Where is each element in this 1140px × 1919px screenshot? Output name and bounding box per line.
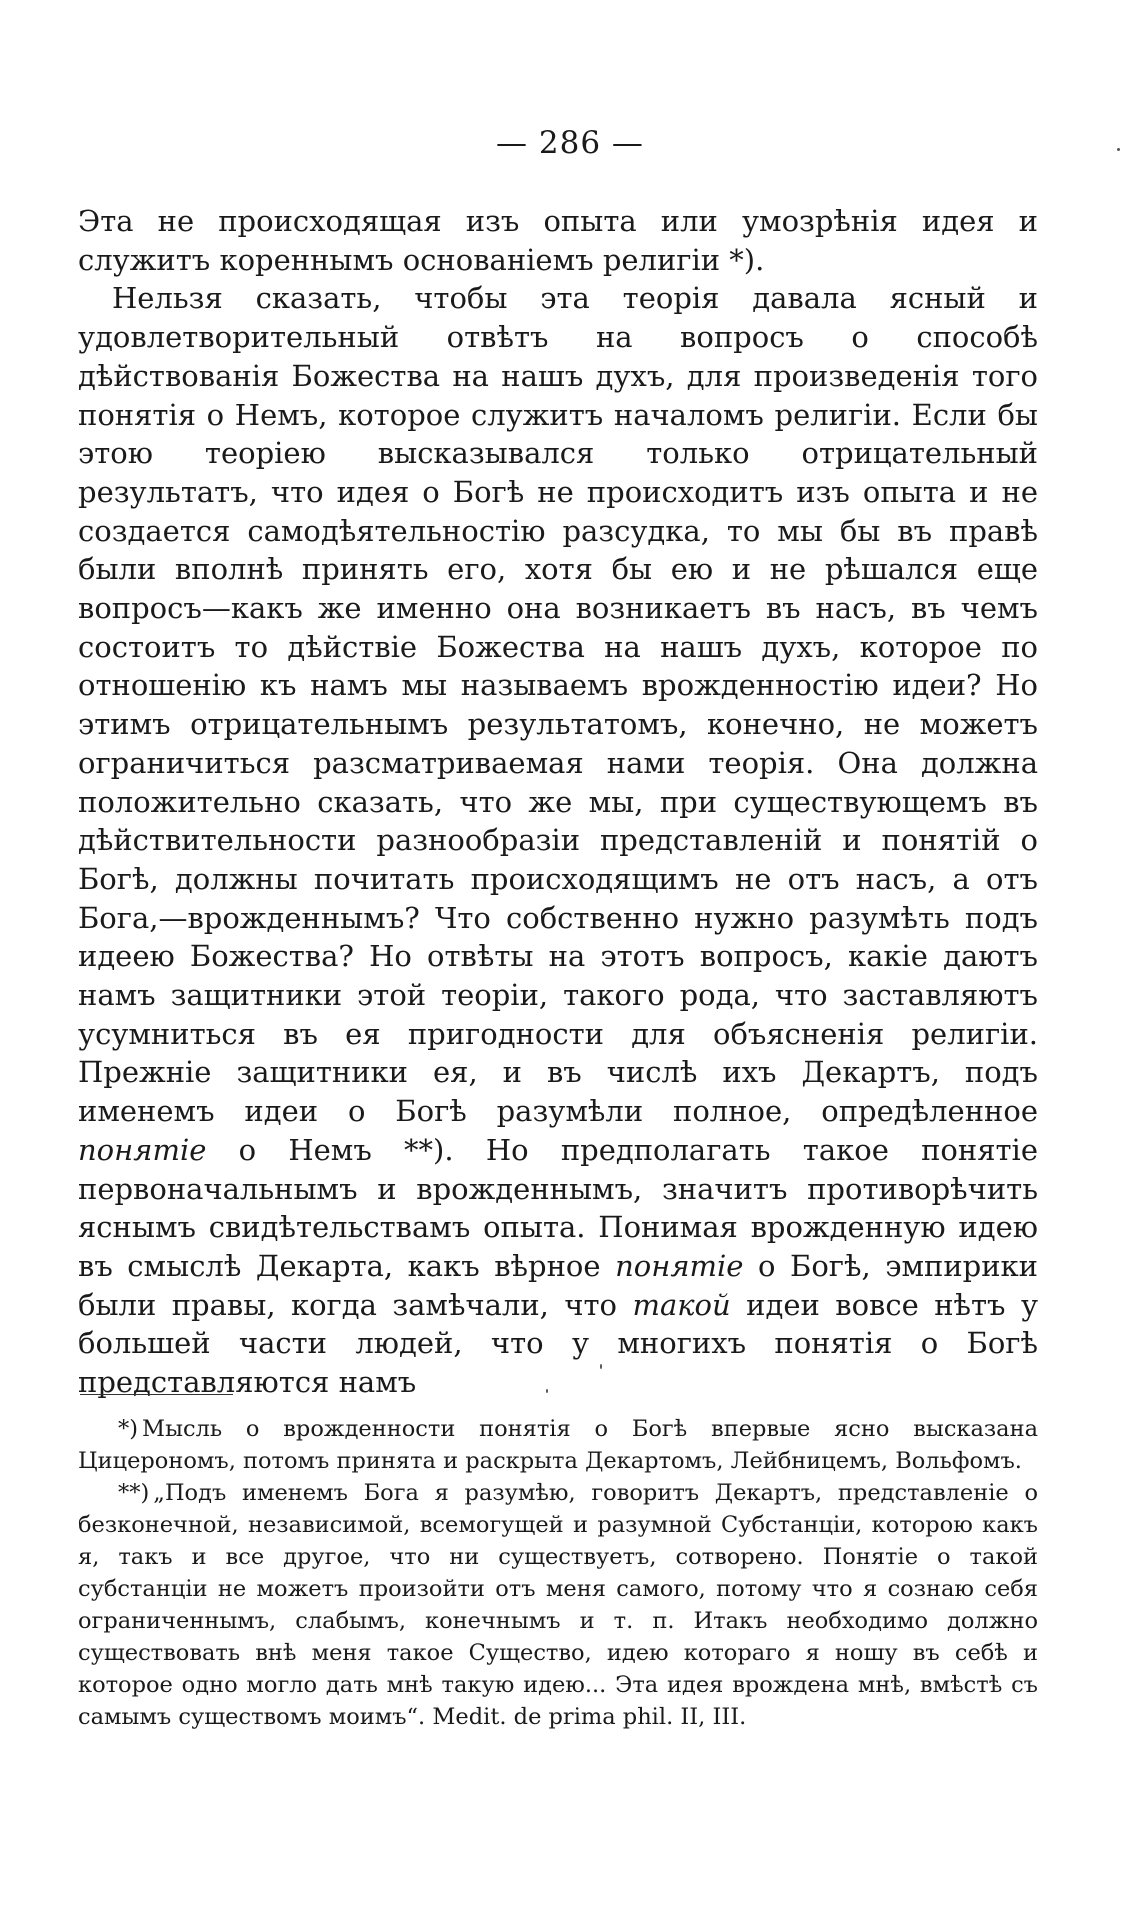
italic-term-1: понятіе xyxy=(78,1132,207,1167)
footnote-2-mark: **) xyxy=(118,1480,150,1506)
footnotes xyxy=(78,1413,1038,1733)
footnote-1-text: Мысль о врожденности понятія о Богѣ впервые ясно высказана Цицерономъ, потомъ принята и раскрыта Декартомъ, Лейбницемъ, Вольфомъ. xyxy=(78,1416,1038,1474)
print-speck xyxy=(1117,148,1120,151)
print-speck xyxy=(546,1389,548,1393)
footnote-separator xyxy=(80,1394,233,1395)
paragraph-2 xyxy=(78,279,1038,1401)
paragraph-1: Эта не происходящая изъ опыта или умозрѣнія идея и служитъ кореннымъ основаніемъ религіи *). xyxy=(78,204,1038,277)
paragraph-2-part-b: о Немъ **). Но предполагать такое понятіе первоначальнымъ и врожденнымъ, значитъ противорѣчить яснымъ свидѣтельствамъ опыта. Понимая врожденную идею въ смыслѣ Декарта, какъ вѣрное xyxy=(78,1132,1038,1283)
footnote-2-text: „Подъ именемъ Бога я разумѣю, говоритъ Декартъ, представленіе о безконечной, независимой, всемогущей и разумной Субстанціи, которою какъ я, такъ и все другое, что ни существуетъ, сотворено. Понятіе о такой субстанціи не можетъ произойти отъ меня самого, потому что я сознаю себя ограниченнымъ, слабымъ, конечнымъ и т. п. Итакъ необходимо должно существовать внѣ меня такое Существо, идею котораго я ношу въ себѣ и которое одно могло дать мнѣ такую идею... Эта идея врождена мнѣ, вмѣстѣ съ самымъ существомъ моимъ“. Medit. de prima phil. II, III. xyxy=(78,1480,1038,1730)
footnote-2 xyxy=(78,1477,1038,1733)
paragraph-2-part-a: Нельзя сказать, чтобы эта теорія давала ясный и удовлетворительный отвѣтъ на вопросъ о способѣ дѣйствованія Божества на нашъ духъ, для произведенія того понятія о Немъ, которое служитъ началомъ религіи. Если бы этою теоріею высказывался только отрицательный результатъ, что идея о Богѣ не происходитъ изъ опыта и не создается самодѣятельностію разсудка, то мы бы въ правѣ были вполнѣ принять его, хотя бы ею и не рѣшался еще вопросъ—какъ же именно она возникаетъ въ насъ, въ чемъ состоитъ то дѣйствіе Божества на нашъ духъ, которое по отношенію къ намъ мы называемъ врожденностію идеи? Но этимъ отрицательнымъ результатомъ, конечно, не можетъ ограничиться разсматриваемая нами теорія. Она должна положительно сказать, что же мы, при существующемъ въ дѣйствительности разнообразіи представленій и понятій о Богѣ, должны почитать происходящимъ не отъ насъ, а отъ Бога,—врожденнымъ? Что собственно нужно разумѣть подъ идеею Божества? Но отвѣты на этотъ вопросъ, какіе даютъ намъ защитники этой теоріи, такого рода, что заставляютъ усумниться въ ея пригодности для объясненія религіи. Прежніе защитники ея, и въ числѣ ихъ Декартъ, подъ именемъ идеи о Богѣ разумѣли полное, опредѣленное xyxy=(78,281,1038,1129)
italic-term-3: такой xyxy=(632,1287,731,1322)
print-speck xyxy=(600,1364,602,1369)
footnote-1-mark: *) xyxy=(118,1416,139,1442)
footnote-1 xyxy=(78,1413,1038,1477)
italic-term-2: понятіе xyxy=(615,1248,744,1283)
paragraph-2-part-c: о Богѣ, эмпирики были правы, когда замѣчали, что xyxy=(78,1248,1039,1322)
page-number: — 286 — xyxy=(496,125,644,161)
main-text xyxy=(78,202,1038,1402)
paragraph-2-part-d: идеи вовсе нѣтъ у большей части людей, что у многихъ понятія о Богѣ представляются намъ xyxy=(78,1287,1039,1400)
